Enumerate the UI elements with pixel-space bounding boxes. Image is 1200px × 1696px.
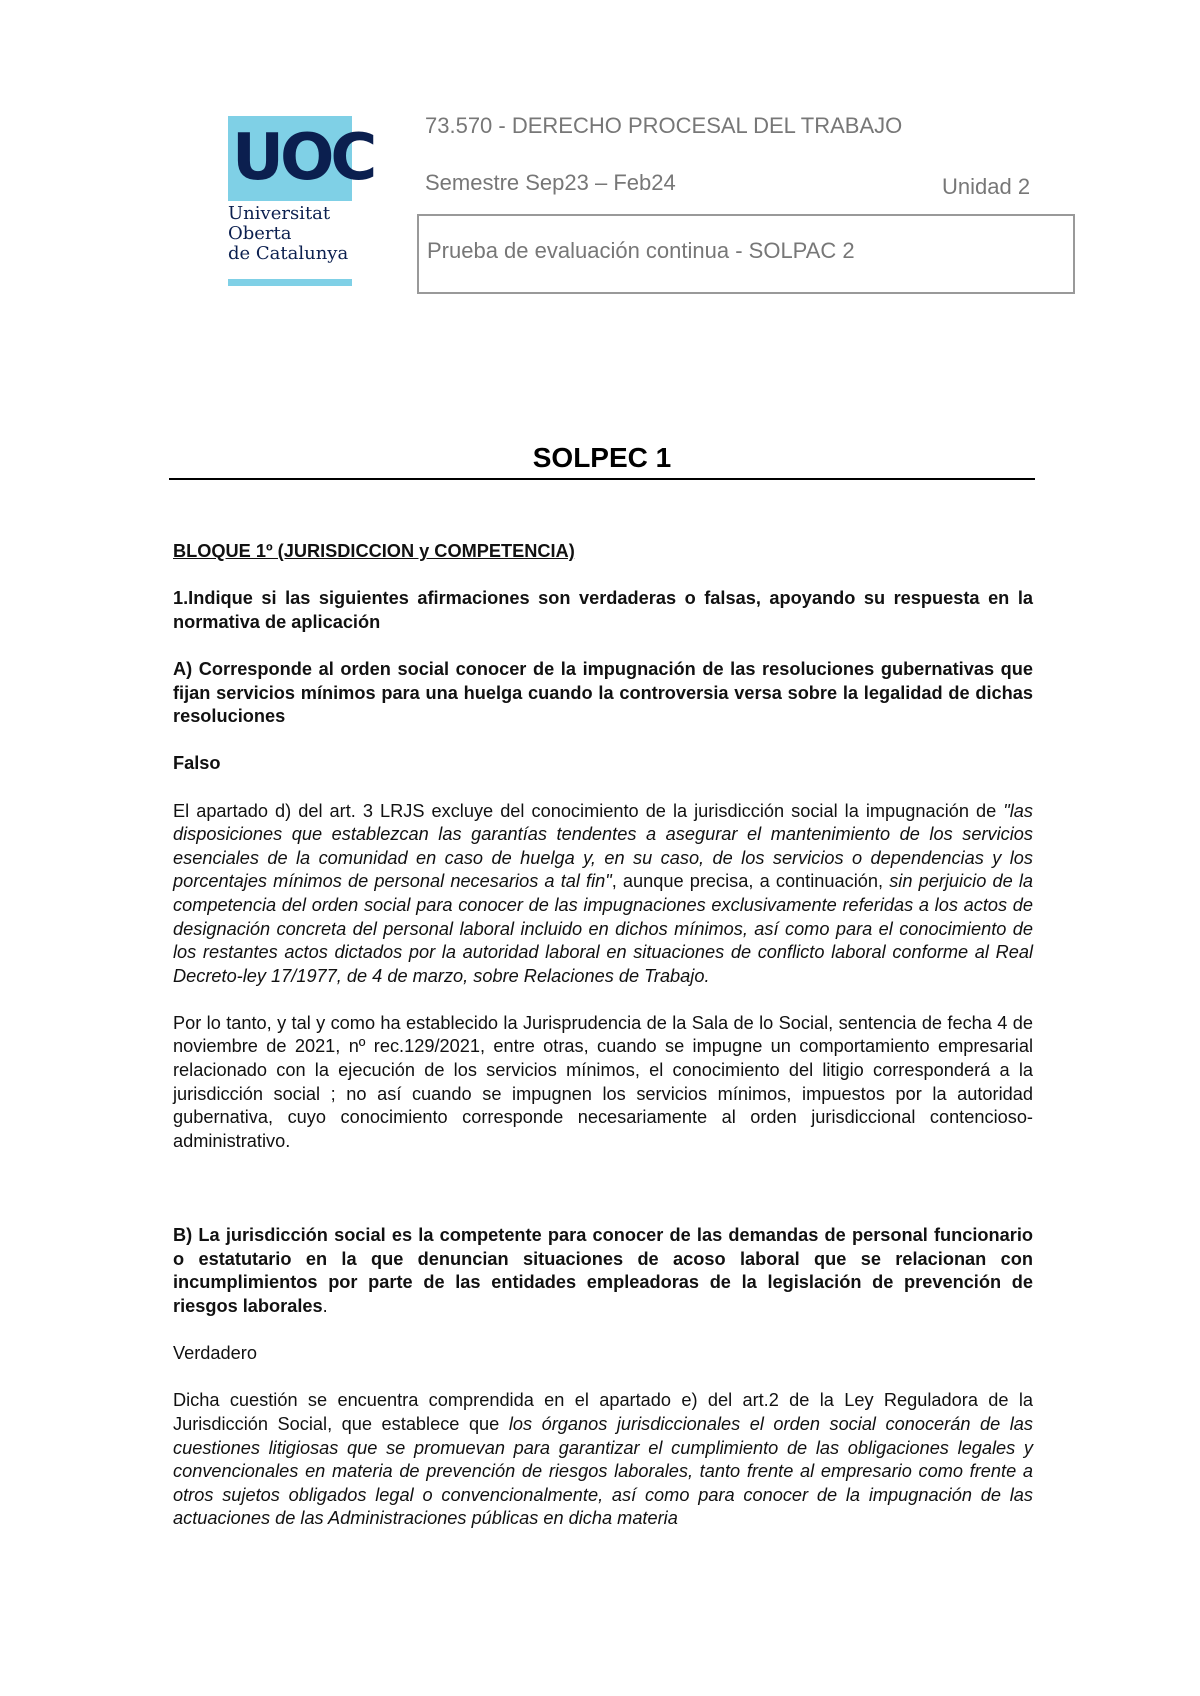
pac-box	[417, 214, 1075, 294]
paragraph-b-1-quote: los órganos jurisdiccionales el orden social conocerán de las cuestiones litigiosas que se promuevan para garantizar el cumplimiento de las obligaciones legales y convencionales en materia de prevención de riesgos laborales, tanto frente al empresario como frente a otros sujetos obligados legal o convencionalmente, así como para conocer de la impugnación de las actuaciones de las Administraciones públicas en dicha materia	[173, 1413, 1033, 1529]
answer-a: Falso	[173, 753, 221, 774]
document-body	[173, 540, 1033, 1531]
paragraph-a-1-quote: "las disposiciones que establezcan las garantías tendentes a asegurar el mantenimiento de los servicios esenciales de la comunidad en caso de huelga y, en su caso, de los servicios o dependencias y los porcentajes mínimos de personal necesarios a tal fin"	[173, 800, 1033, 892]
uoc-logo-underline	[228, 279, 352, 286]
uoc-logo-box	[228, 116, 374, 201]
paragraph-a-1-quote-2: sin perjuicio de la competencia del orden social para conocer de las impugnaciones exclusivamente referidas a los actos de designación concreta del personal laboral incluido en dichos mínimos, así como para el conocimiento de los restantes actos dictados por la autoridad laboral en situaciones de conflicto laboral conforme al Real Decreto-ley 17/1977, de 4 de marzo, sobre Relaciones de Trabajo.	[173, 871, 1033, 986]
statement-b-text: B) La jurisdicción social es la competente para conocer de las demandas de personal funcionario o estatutario en la que denuncian situaciones de acoso laboral que se relacionan con incumplimientos por parte de las entidades empleadoras de la legislación de prevención de riesgos laborales	[173, 1225, 1033, 1316]
pac-label: Prueba de evaluación continua - SOLPAC 2	[427, 238, 855, 263]
paragraph-a-1	[173, 800, 1033, 989]
question-1: 1.Indique si las siguientes afirmaciones son verdaderas o falsas, apoyando su respuesta en la normativa de aplicación	[173, 588, 1033, 632]
paragraph-b-1-start: Dicha cuestión se encuentra comprendida en el apartado e) del art.2 de la Ley Reguladora de la Jurisdicción Social, que establece que	[173, 1390, 1033, 1434]
unit-label: Unidad 2	[942, 174, 1031, 199]
paragraph-a-1-mid: , aunque precisa, a continuación,	[611, 871, 890, 892]
paragraph-b-1	[173, 1389, 1033, 1531]
course-title: 73.570 - DERECHO PROCESAL DEL TRABAJO	[425, 113, 903, 138]
paragraph-a-2: Por lo tanto, y tal y como ha establecido la Jurisprudencia de la Sala de lo Social, sentencia de fecha 4 de noviembre de 2021, nº rec.129/2021, entre otras, cuando se impugne un comportamiento empresarial relacionado con la ejecución de los servicios mínimos, el conocimiento del litigio corresponderá a la jurisdicción social ; no así cuando se impugnen los servicios mínimos, impuestos por la autoridad gubernativa, cuyo conocimiento corresponde necesariamente al orden jurisdiccional contencioso-administrativo.	[173, 1012, 1033, 1151]
uoc-logo-mark: UOC	[232, 121, 374, 195]
paragraph-a-1-start: El apartado d) del art. 3 LRJS excluye del conocimiento de la jurisdicción social la impugnación de	[173, 800, 1004, 821]
uoc-logo	[228, 116, 374, 286]
semester-label: Semestre Sep23 – Feb24	[425, 170, 676, 195]
statement-b	[173, 1224, 1033, 1318]
answer-b: Verdadero	[173, 1343, 257, 1364]
block-heading: BLOQUE 1º (JURISDICCION y COMPETENCIA)	[173, 541, 575, 561]
statement-b-end: .	[322, 1296, 328, 1316]
statement-a: A) Corresponde al orden social conocer de la impugnación de las resoluciones gubernativas que fijan servicios mínimos para una huelga cuando la controversia versa sobre la legalidad de dichas resoluciones	[173, 658, 1033, 727]
title-rule	[169, 478, 1035, 480]
document-title: SOLPEC 1	[532, 442, 672, 473]
uoc-logo-name: Universitat Oberta de Catalunya	[228, 203, 349, 264]
